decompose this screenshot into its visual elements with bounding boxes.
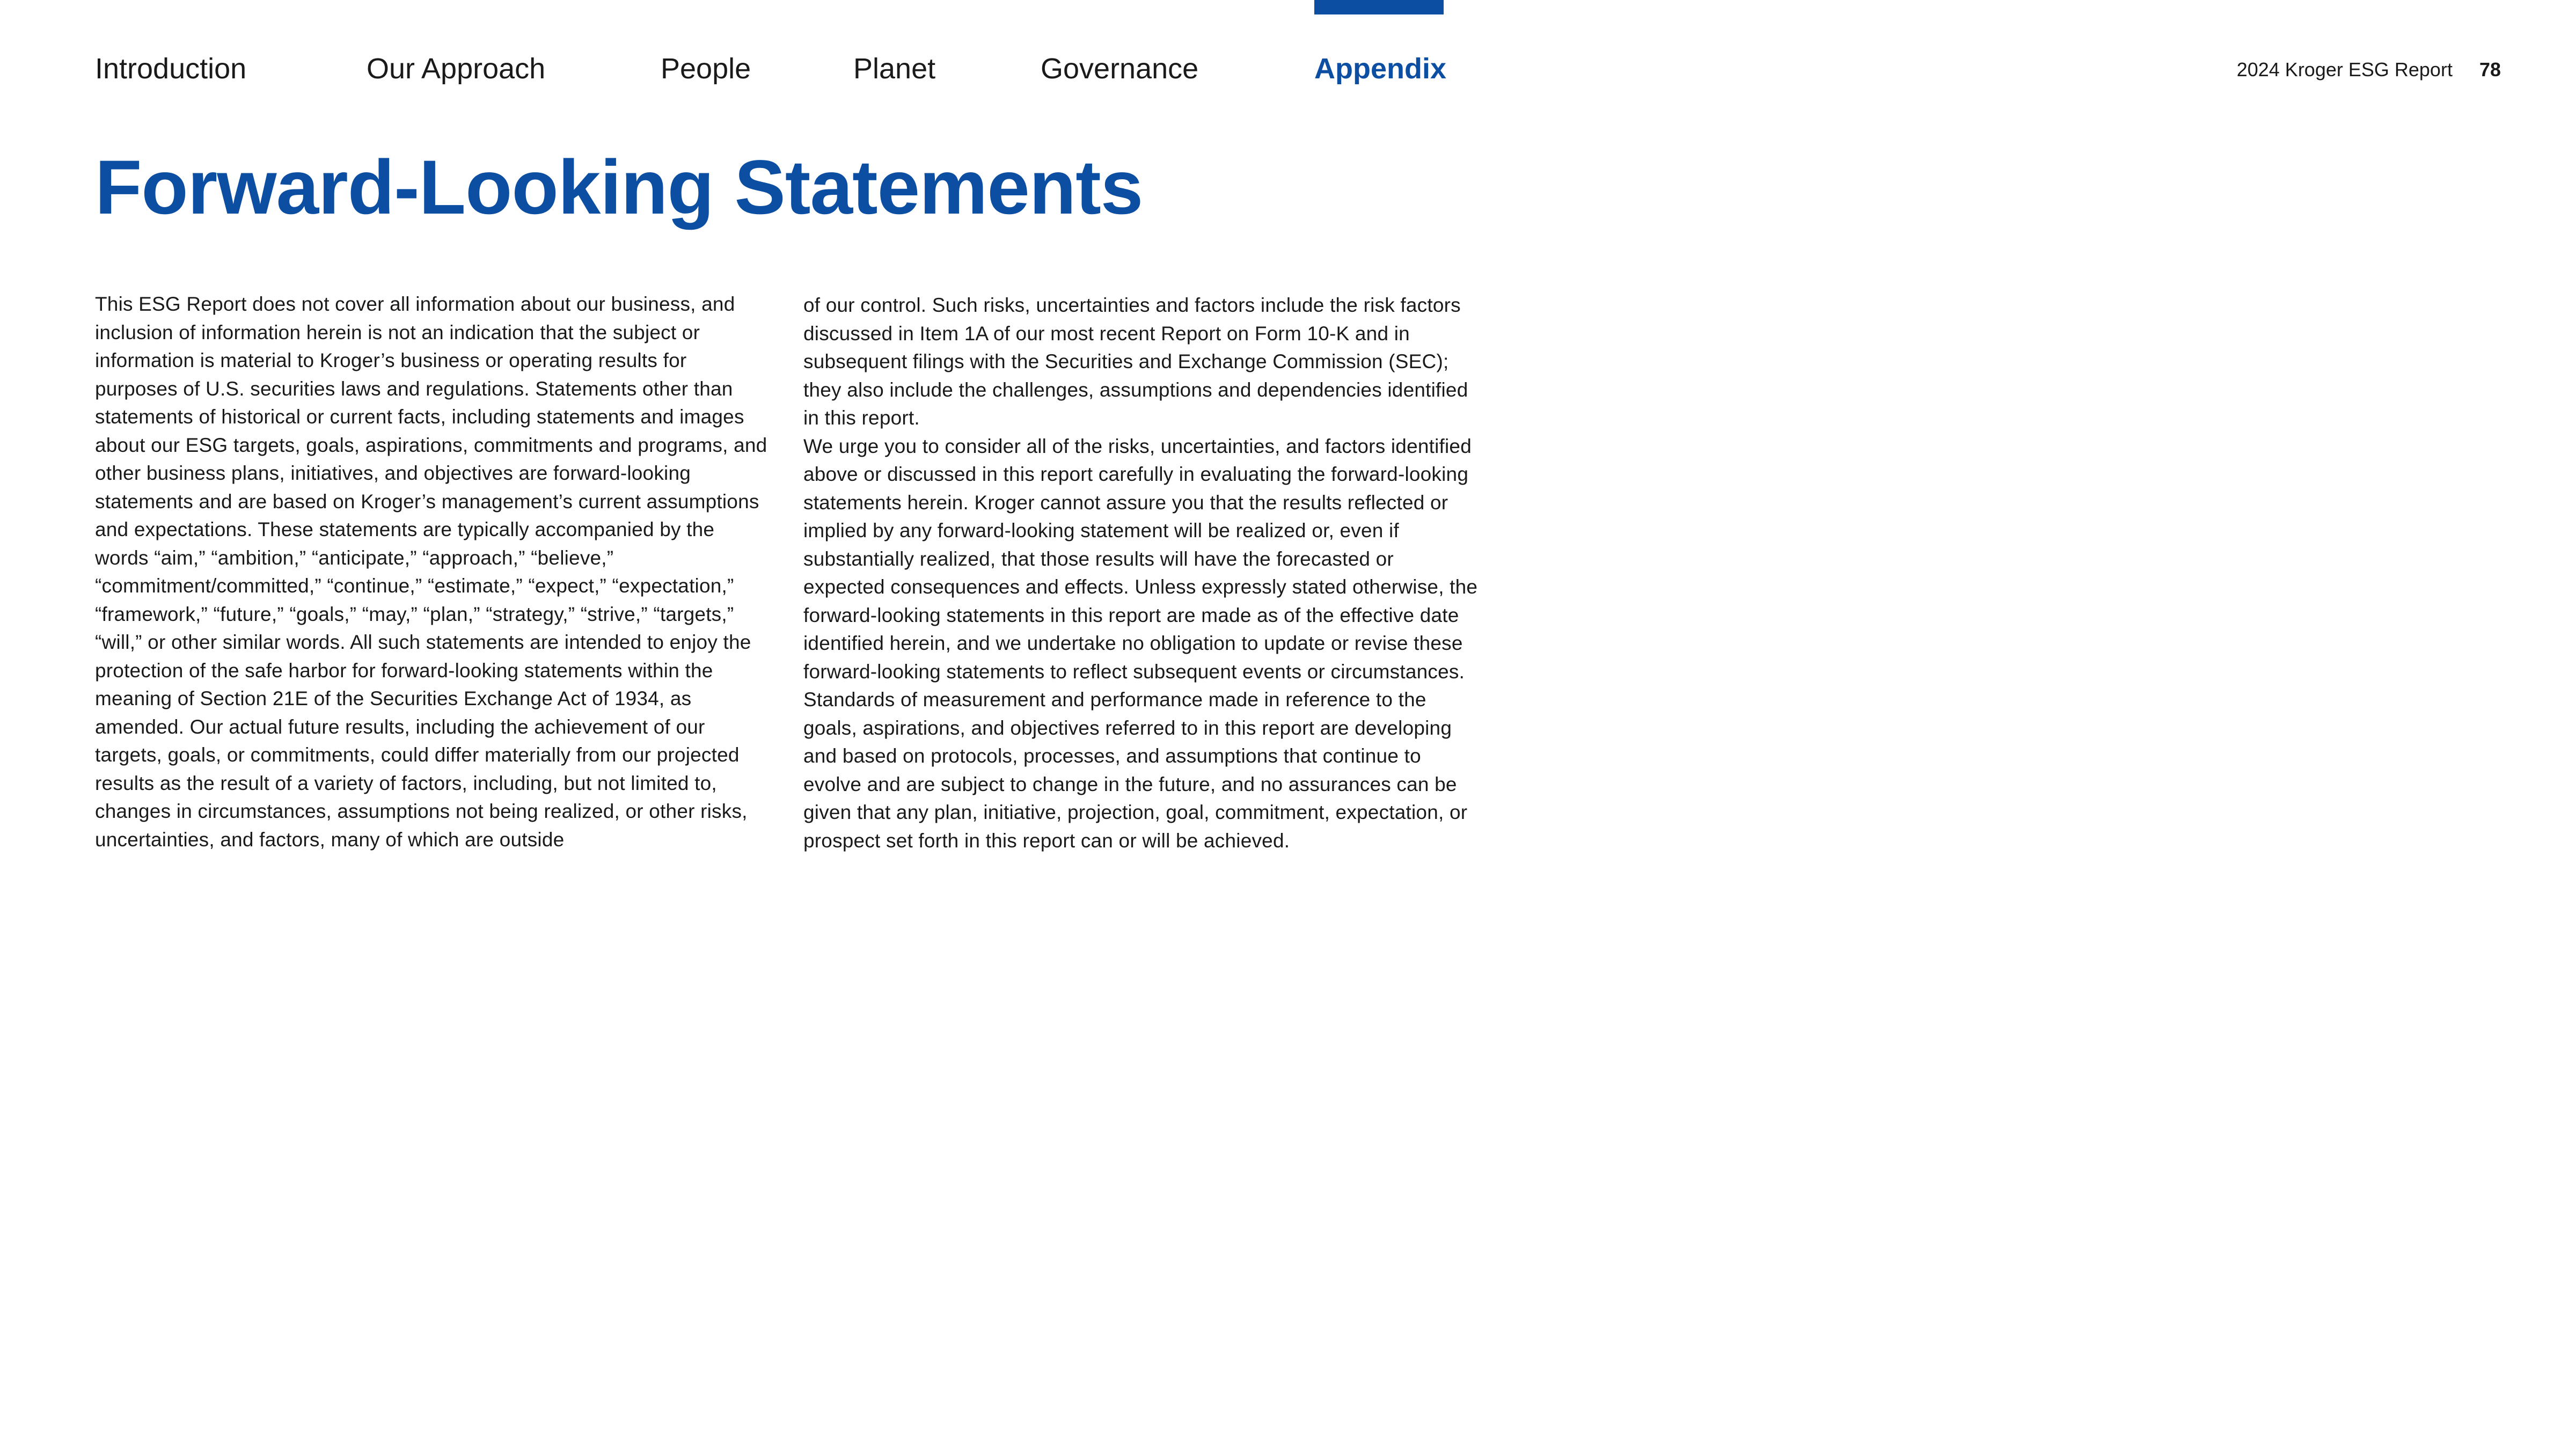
body-paragraph: We urge you to consider all of the risks, uncertainties, and factors identified above or discussed in this report carefully in evaluating the forward-looking statements herein. Kroger cannot assure you that the results reflected or implied by any forward-looking statement will be realized or, even if substantially realized, that those results will have the forecasted or expected consequences and effects. Unless expressly stated otherwise, the forward-looking statements in this report are made as of the effective date identified herein, and we undertake no obligation to update or revise these forward-looking statements to reflect subsequent events or circumstances. Standards of measurement and performance made in reference to the goals, aspirations, and objectives referred to in this report are developing and based on protocols, processes, and assumptions that continue to evolve and are subject to change in the future, and no assurances can be given that any plan, initiative, projection, goal, commitment, expectation, or prospect set forth in this report can or will be achieved. [803, 435, 1478, 852]
nav-item-planet[interactable]: Planet [853, 53, 936, 85]
body-paragraph: This ESG Report does not cover all information about our business, and inclusion of information herein is not an indication that the subject or information is material to Kroger’s business or operating results for purposes of U.S. securities laws and regulations. Statements other than statements of historical or current facts, including statements and images about our ESG targets, goals, aspirations, commitments and programs, and other business plans, initiatives, and objectives are forward-looking statements and are based on Kroger’s management’s current assumptions and expectations. These statements are typically accompanied by the words “aim,” “ambition,” “anticipate,” “approach,” “believe,” “commitment/committed,” “continue,” “estimate,” “expect,” “expectation,” “framework,” “future,” “goals,” “may,” “plan,” “strategy,” “strive,” “targets,” “will,” or other similar words. All such statements are intended to enjoy the protection of the safe harbor for forward-looking statements within the meaning of Section 21E of the Securities Exchange Act of 1934, as amended. Our actual future results, including the achievement of our targets, goals, or commitments, could differ materially from our projected results as the result of a variety of factors, including, but not limited to, changes in circumstances, assumptions not being realized, or other risks, uncertainties, and factors, many of which are outside [95, 293, 767, 851]
report-title: 2024 Kroger ESG Report [2236, 58, 2453, 80]
nav-item-introduction[interactable]: Introduction [95, 53, 247, 85]
text-column-left [95, 290, 771, 854]
nav-item-appendix[interactable]: Appendix [1314, 53, 1447, 85]
page-number: 78 [2479, 58, 2501, 80]
nav-item-people[interactable]: People [661, 53, 751, 85]
text-column-right [803, 291, 1480, 855]
body-paragraph: of our control. Such risks, uncertainties and factors include the risk factors discussed in Item 1A of our most recent Report on Form 10-K and in subsequent filings with the Securities and Exchange Commission (SEC); they also include the challenges, assumptions and dependencies identified in this report. [803, 294, 1468, 429]
report-header-meta [2237, 57, 2501, 83]
page-title: Forward-Looking Statements [95, 145, 1143, 230]
nav-item-our-approach[interactable]: Our Approach [367, 53, 546, 85]
nav-item-governance[interactable]: Governance [1041, 53, 1199, 85]
active-tab-indicator [1314, 0, 1444, 14]
